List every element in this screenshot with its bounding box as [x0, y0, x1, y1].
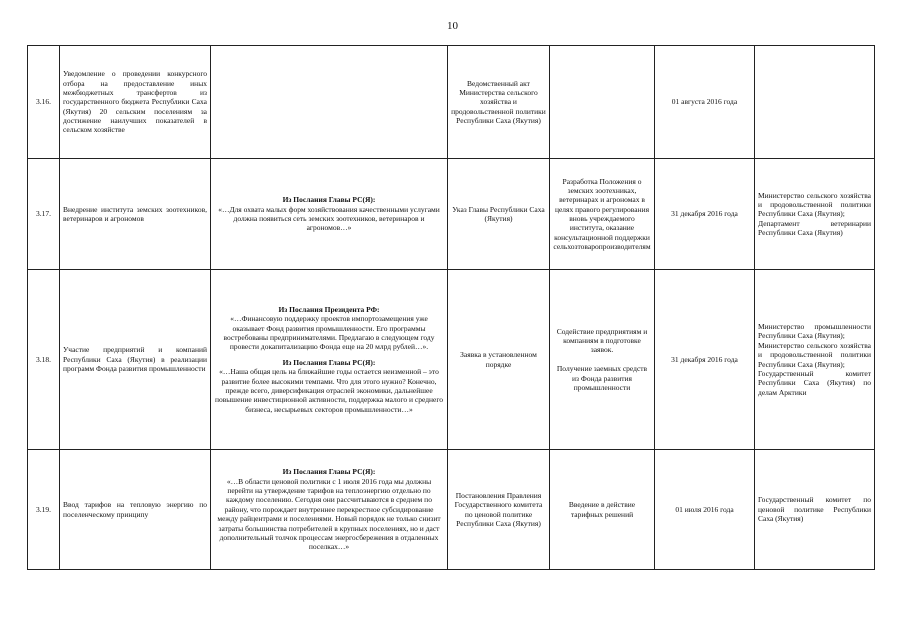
executor-item: Департамент ветеринарии Республики Саха (Якутия)	[758, 218, 871, 238]
table-row	[28, 450, 875, 570]
deadline-cell: 31 декабря 2016 года	[655, 159, 755, 270]
source-quote: «…Для охвата малых форм хозяйствования качественными услугами должна появиться сеть земских зоотехников, ветеринаров и агрономов…»	[218, 204, 440, 233]
executor-item: Министерство сельского хозяйства и продовольственной политики Республики Саха (Якутия);	[758, 190, 871, 219]
result-cell: Разработка Положения о земских зоотехниках, ветеринарах и агрономах в целях правого регулирования вновь учреждаемого института, оказание консультационной поддержки сельхозтоваропроизводителям	[550, 159, 655, 270]
executors-cell	[755, 270, 875, 450]
doc-type-cell: Ведомственный акт Министерства сельского хозяйства и продовольственной политики Республики Саха (Якутия)	[448, 46, 550, 159]
deadline-cell: 31 декабря 2016 года	[655, 270, 755, 450]
source-cell	[211, 159, 448, 270]
source-quote: «…Финансовую поддержку проектов импортозамещения уже оказывает Фонд развития промышленности. Его программы востребованы предпринимателями. Предлагаю в следующем году провести докапитализацию Фонда еще на 20 млрд рублей…».	[223, 314, 435, 352]
action-plan-table	[27, 45, 875, 570]
measure-cell: Внедрение института земских зоотехников, ветеринаров и агрономов	[60, 159, 211, 270]
doc-type-cell: Заявка в установленном порядке	[448, 270, 550, 450]
measure-cell: Уведомление о проведении конкурсного отбора на предоставление иных межбюджетных трансфертов из государственного бюджета Республики Саха (Якутия) 20 сельским поселениям за достижение наилучших показателей в сельском хозяйстве	[60, 46, 211, 159]
doc-type-cell: Постановления Правления Государственного комитета по ценовой политике Республики Саха (Якутия)	[448, 450, 550, 570]
row-number: 3.17.	[28, 159, 60, 270]
page-number: 10	[447, 20, 458, 32]
executors-cell	[755, 46, 875, 159]
source-cell	[211, 270, 448, 450]
source-heading: Из Послания Главы РС(Я):	[282, 195, 376, 205]
measure-cell: Участие предприятий и компаний Республики Саха (Якутия) в реализации программ Фонда развития промышленности	[60, 270, 211, 450]
row-number: 3.19.	[28, 450, 60, 570]
executors-cell	[755, 159, 875, 270]
table-row	[28, 270, 875, 450]
measure-cell: Ввод тарифов на тепловую энергию по поселенческому принципу	[60, 450, 211, 570]
result-cell: Содействие предприятиям и компаниям в подготовке заявок. Получение заемных средств из Фонда развития промышленности	[550, 270, 655, 450]
table-row	[28, 46, 875, 159]
source-heading: Из Послания Главы РС(Я):	[282, 467, 376, 477]
table-row	[28, 159, 875, 270]
source-cell	[211, 46, 448, 159]
source-heading: Из Послания Главы РС(Я):	[282, 357, 376, 367]
source-quote: «…Наша общая цель на ближайшие годы остается неизменной – это развитие более высокими темпами. Что для этого нужно? Конечно, прежде всего, диверсификация отраслей экономики, дальнейшее повышение инвестиционной активности, поддержка малого и среднего бизнеса, несырьевых секторов промышленности…»	[214, 367, 444, 414]
row-number: 3.18.	[28, 270, 60, 450]
row-number: 3.16.	[28, 46, 60, 159]
doc-type-cell: Указ Главы Республики Саха (Якутия)	[448, 159, 550, 270]
executor-item: Министерство сельского хозяйства и продовольственной политики Республики Саха (Якутия);	[758, 340, 871, 369]
source-quote: «…В области ценовой политики с 1 июля 2016 года мы должны перейти на утверждение тарифов на теплоэнергию отдельно по каждому поселению. Сегодня они рассчитываются в среднем по району, что порождает внутреннее перекрестное субсидирование между райцентрами и поселениями. Новый порядок не только снизит затраты большинства потребителей в крупных поселениях, но и даст дополнительный толчок процессам энергосбережения в отдаленных поселках…»	[217, 476, 441, 552]
deadline-cell: 01 июля 2016 года	[655, 450, 755, 570]
executor-item: Государственный комитет по ценовой политике Республики Саха (Якутия)	[758, 495, 871, 524]
executor-item: Министерство промышленности Республики Саха (Якутия);	[758, 322, 871, 341]
result-cell: Введение в действие тарифных решений	[550, 450, 655, 570]
executor-item: Государственный комитет Республики Саха (Якутия) по делам Арктики	[758, 368, 871, 397]
executors-cell	[755, 450, 875, 570]
source-cell	[211, 450, 448, 570]
source-heading: Из Послания Президента РФ:	[278, 304, 380, 314]
deadline-cell: 01 августа 2016 года	[655, 46, 755, 159]
result-cell	[550, 46, 655, 159]
